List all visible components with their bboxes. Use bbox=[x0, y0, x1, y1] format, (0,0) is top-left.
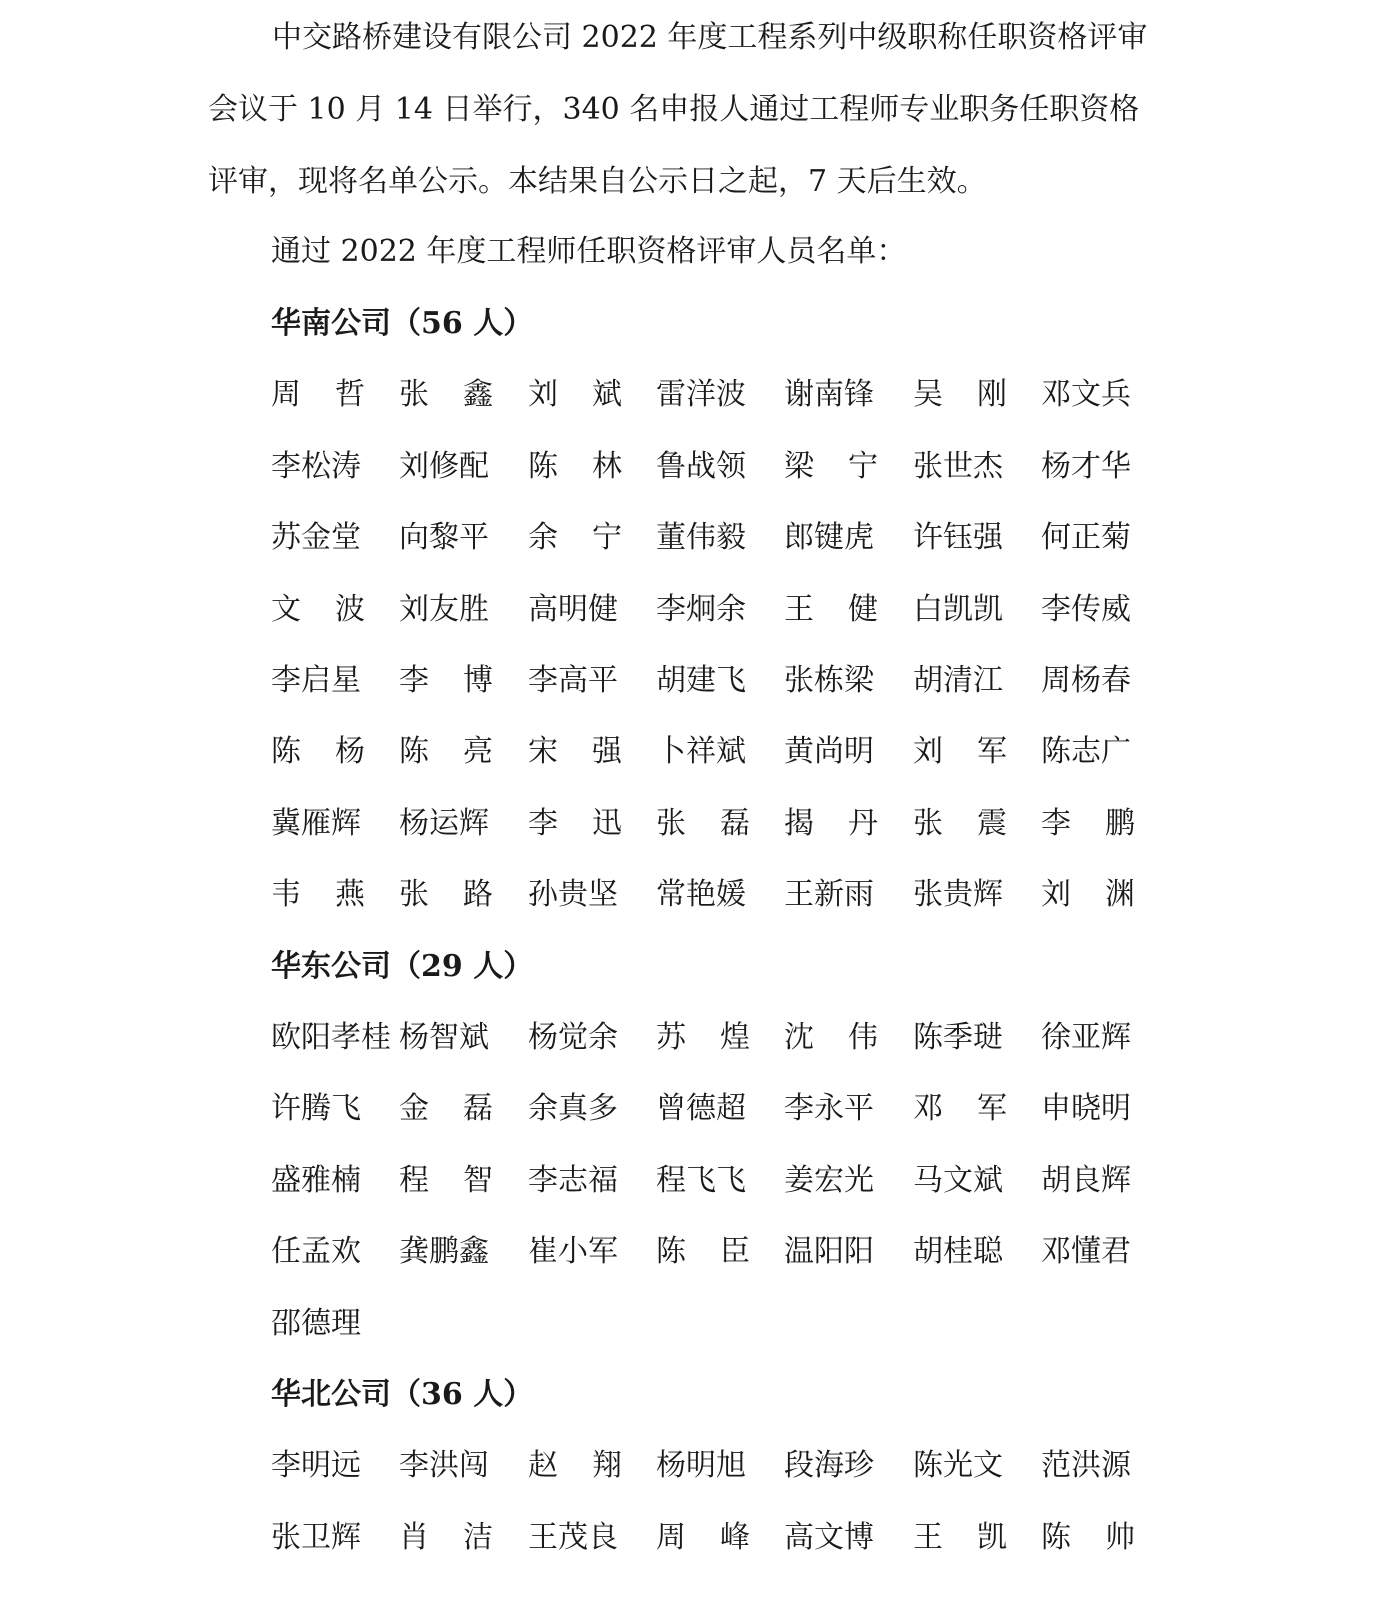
person-name: 张 鑫 bbox=[399, 377, 493, 413]
person-name: 李志福 bbox=[528, 1162, 618, 1198]
person-name: 张 震 bbox=[913, 805, 1007, 841]
person-name: 韦 燕 bbox=[271, 877, 365, 913]
person-name: 卜祥斌 bbox=[656, 734, 746, 770]
person-name: 邓文兵 bbox=[1041, 377, 1131, 413]
person-name: 余 宁 bbox=[528, 520, 622, 556]
person-name: 张贵辉 bbox=[913, 877, 1003, 913]
person-name: 常艳媛 bbox=[656, 877, 746, 913]
person-name: 刘修配 bbox=[399, 448, 489, 484]
person-name: 陈 臣 bbox=[656, 1234, 750, 1270]
person-name: 申晓明 bbox=[1041, 1091, 1131, 1127]
person-name: 程飞飞 bbox=[656, 1162, 746, 1198]
person-name: 陈 杨 bbox=[271, 734, 365, 770]
person-name: 苏金堂 bbox=[271, 520, 361, 556]
person-name: 徐亚辉 bbox=[1041, 1020, 1131, 1055]
person-name: 马文斌 bbox=[913, 1162, 1003, 1198]
person-name: 杨觉余 bbox=[528, 1020, 618, 1055]
person-name: 李永平 bbox=[784, 1091, 874, 1127]
person-name: 肖 洁 bbox=[399, 1519, 493, 1555]
name-row bbox=[271, 1161, 1171, 1201]
person-name: 李启星 bbox=[271, 663, 361, 698]
name-row bbox=[271, 661, 1171, 701]
person-name: 揭 丹 bbox=[784, 805, 878, 841]
person-name: 李 博 bbox=[399, 663, 493, 698]
list-title: 通过 2022 年度工程师任职资格评审人员名单： bbox=[271, 234, 907, 269]
person-name: 邓懂君 bbox=[1041, 1234, 1131, 1270]
person-name: 李传威 bbox=[1041, 591, 1131, 627]
person-name: 周杨春 bbox=[1041, 663, 1131, 698]
person-name: 程 智 bbox=[399, 1162, 493, 1198]
person-name: 李炯余 bbox=[656, 591, 746, 627]
section-heading: 华东公司（29 人） bbox=[271, 948, 534, 984]
person-name: 董伟毅 bbox=[656, 520, 746, 556]
person-name: 周 峰 bbox=[656, 1519, 750, 1555]
name-row bbox=[271, 590, 1171, 630]
person-name: 王 健 bbox=[784, 591, 878, 627]
person-name: 邵德理 bbox=[271, 1305, 361, 1341]
name-row bbox=[271, 732, 1171, 772]
person-name: 段海珍 bbox=[784, 1448, 874, 1484]
person-name: 姜宏光 bbox=[784, 1162, 874, 1198]
person-name: 张世杰 bbox=[913, 448, 1003, 484]
person-name: 李高平 bbox=[528, 663, 618, 698]
person-name: 胡清江 bbox=[913, 663, 1003, 698]
person-name: 向黎平 bbox=[399, 520, 489, 556]
person-name: 胡良辉 bbox=[1041, 1162, 1131, 1198]
person-name: 王茂良 bbox=[528, 1519, 618, 1555]
person-name: 刘 斌 bbox=[528, 377, 622, 413]
person-name: 何正菊 bbox=[1041, 520, 1131, 556]
person-name: 温阳阳 bbox=[784, 1234, 874, 1270]
person-name: 胡建飞 bbox=[656, 663, 746, 698]
name-row bbox=[271, 375, 1171, 415]
person-name: 张卫辉 bbox=[271, 1519, 361, 1555]
person-name: 张 路 bbox=[399, 877, 493, 913]
person-name: 李明远 bbox=[271, 1448, 361, 1484]
person-name: 白凯凯 bbox=[913, 591, 1003, 627]
person-name: 邓 军 bbox=[913, 1091, 1007, 1127]
person-name: 曾德超 bbox=[656, 1091, 746, 1127]
person-name: 杨明旭 bbox=[656, 1448, 746, 1484]
person-name: 高文博 bbox=[784, 1519, 874, 1555]
name-row bbox=[271, 447, 1171, 487]
person-name: 王新雨 bbox=[784, 877, 874, 913]
person-name: 胡桂聪 bbox=[913, 1234, 1003, 1270]
name-row bbox=[271, 1518, 1171, 1558]
name-row bbox=[271, 1018, 1171, 1058]
person-name: 陈志广 bbox=[1041, 734, 1131, 770]
person-name: 陈光文 bbox=[913, 1448, 1003, 1484]
person-name: 鲁战领 bbox=[656, 448, 746, 484]
person-name: 龚鹏鑫 bbox=[399, 1234, 489, 1270]
name-row bbox=[271, 1304, 1171, 1344]
person-name: 李松涛 bbox=[271, 448, 361, 484]
person-name: 刘友胜 bbox=[399, 591, 489, 627]
person-name: 陈 亮 bbox=[399, 734, 493, 770]
intro-paragraph: 中交路桥建设有限公司 2022 年度工程系列中级职称任职资格评审会议于 10 月 14 日举行，340 名申报人通过工程师专业职务任职资格评审，现将名单公示。本结果自公示日之起，7 天后生效。 bbox=[208, 20, 1148, 199]
section-heading: 华南公司（56 人） bbox=[271, 306, 534, 341]
person-name: 许钰强 bbox=[913, 520, 1003, 556]
person-name: 郎键虎 bbox=[784, 520, 874, 556]
person-name: 崔小军 bbox=[528, 1234, 618, 1270]
person-name: 金 磊 bbox=[399, 1091, 493, 1127]
person-name: 周 哲 bbox=[271, 377, 365, 413]
person-name: 许腾飞 bbox=[271, 1091, 361, 1127]
person-name: 盛雅楠 bbox=[271, 1162, 361, 1198]
person-name: 黄尚明 bbox=[784, 734, 874, 770]
person-name: 欧阳孝桂 bbox=[271, 1020, 391, 1055]
person-name: 陈 林 bbox=[528, 448, 622, 484]
name-row bbox=[271, 804, 1171, 844]
person-name: 李 鹏 bbox=[1041, 805, 1135, 841]
name-row bbox=[271, 1232, 1171, 1272]
person-name: 文 波 bbox=[271, 591, 365, 627]
person-name: 王 凯 bbox=[913, 1519, 1007, 1555]
person-name: 孙贵坚 bbox=[528, 877, 618, 913]
person-name: 陈 帅 bbox=[1041, 1519, 1135, 1555]
name-row bbox=[271, 1446, 1171, 1486]
name-row bbox=[271, 518, 1171, 558]
person-name: 李 迅 bbox=[528, 805, 622, 841]
person-name: 杨智斌 bbox=[399, 1020, 489, 1055]
person-name: 高明健 bbox=[528, 591, 618, 627]
person-name: 梁 宁 bbox=[784, 448, 878, 484]
person-name: 张 磊 bbox=[656, 805, 750, 841]
person-name: 任孟欢 bbox=[271, 1234, 361, 1270]
person-name: 余真多 bbox=[528, 1091, 618, 1127]
person-name: 宋 强 bbox=[528, 734, 622, 770]
person-name: 范洪源 bbox=[1041, 1448, 1131, 1484]
person-name: 杨才华 bbox=[1041, 448, 1131, 484]
person-name: 陈季琎 bbox=[913, 1020, 1003, 1055]
person-name: 雷洋波 bbox=[656, 377, 746, 413]
person-name: 吴 刚 bbox=[913, 377, 1007, 413]
person-name: 苏 煌 bbox=[656, 1020, 750, 1055]
person-name: 沈 伟 bbox=[784, 1020, 878, 1055]
person-name: 冀雁辉 bbox=[271, 805, 361, 841]
person-name: 刘 渊 bbox=[1041, 877, 1135, 913]
person-name: 李洪闯 bbox=[399, 1448, 489, 1484]
section-heading: 华北公司（36 人） bbox=[271, 1377, 534, 1412]
name-row bbox=[271, 1089, 1171, 1129]
person-name: 杨运辉 bbox=[399, 805, 489, 841]
person-name: 谢南锋 bbox=[784, 377, 874, 413]
person-name: 赵 翔 bbox=[528, 1448, 622, 1484]
person-name: 张栋梁 bbox=[784, 663, 874, 698]
person-name: 刘 军 bbox=[913, 734, 1007, 770]
name-row bbox=[271, 875, 1171, 915]
